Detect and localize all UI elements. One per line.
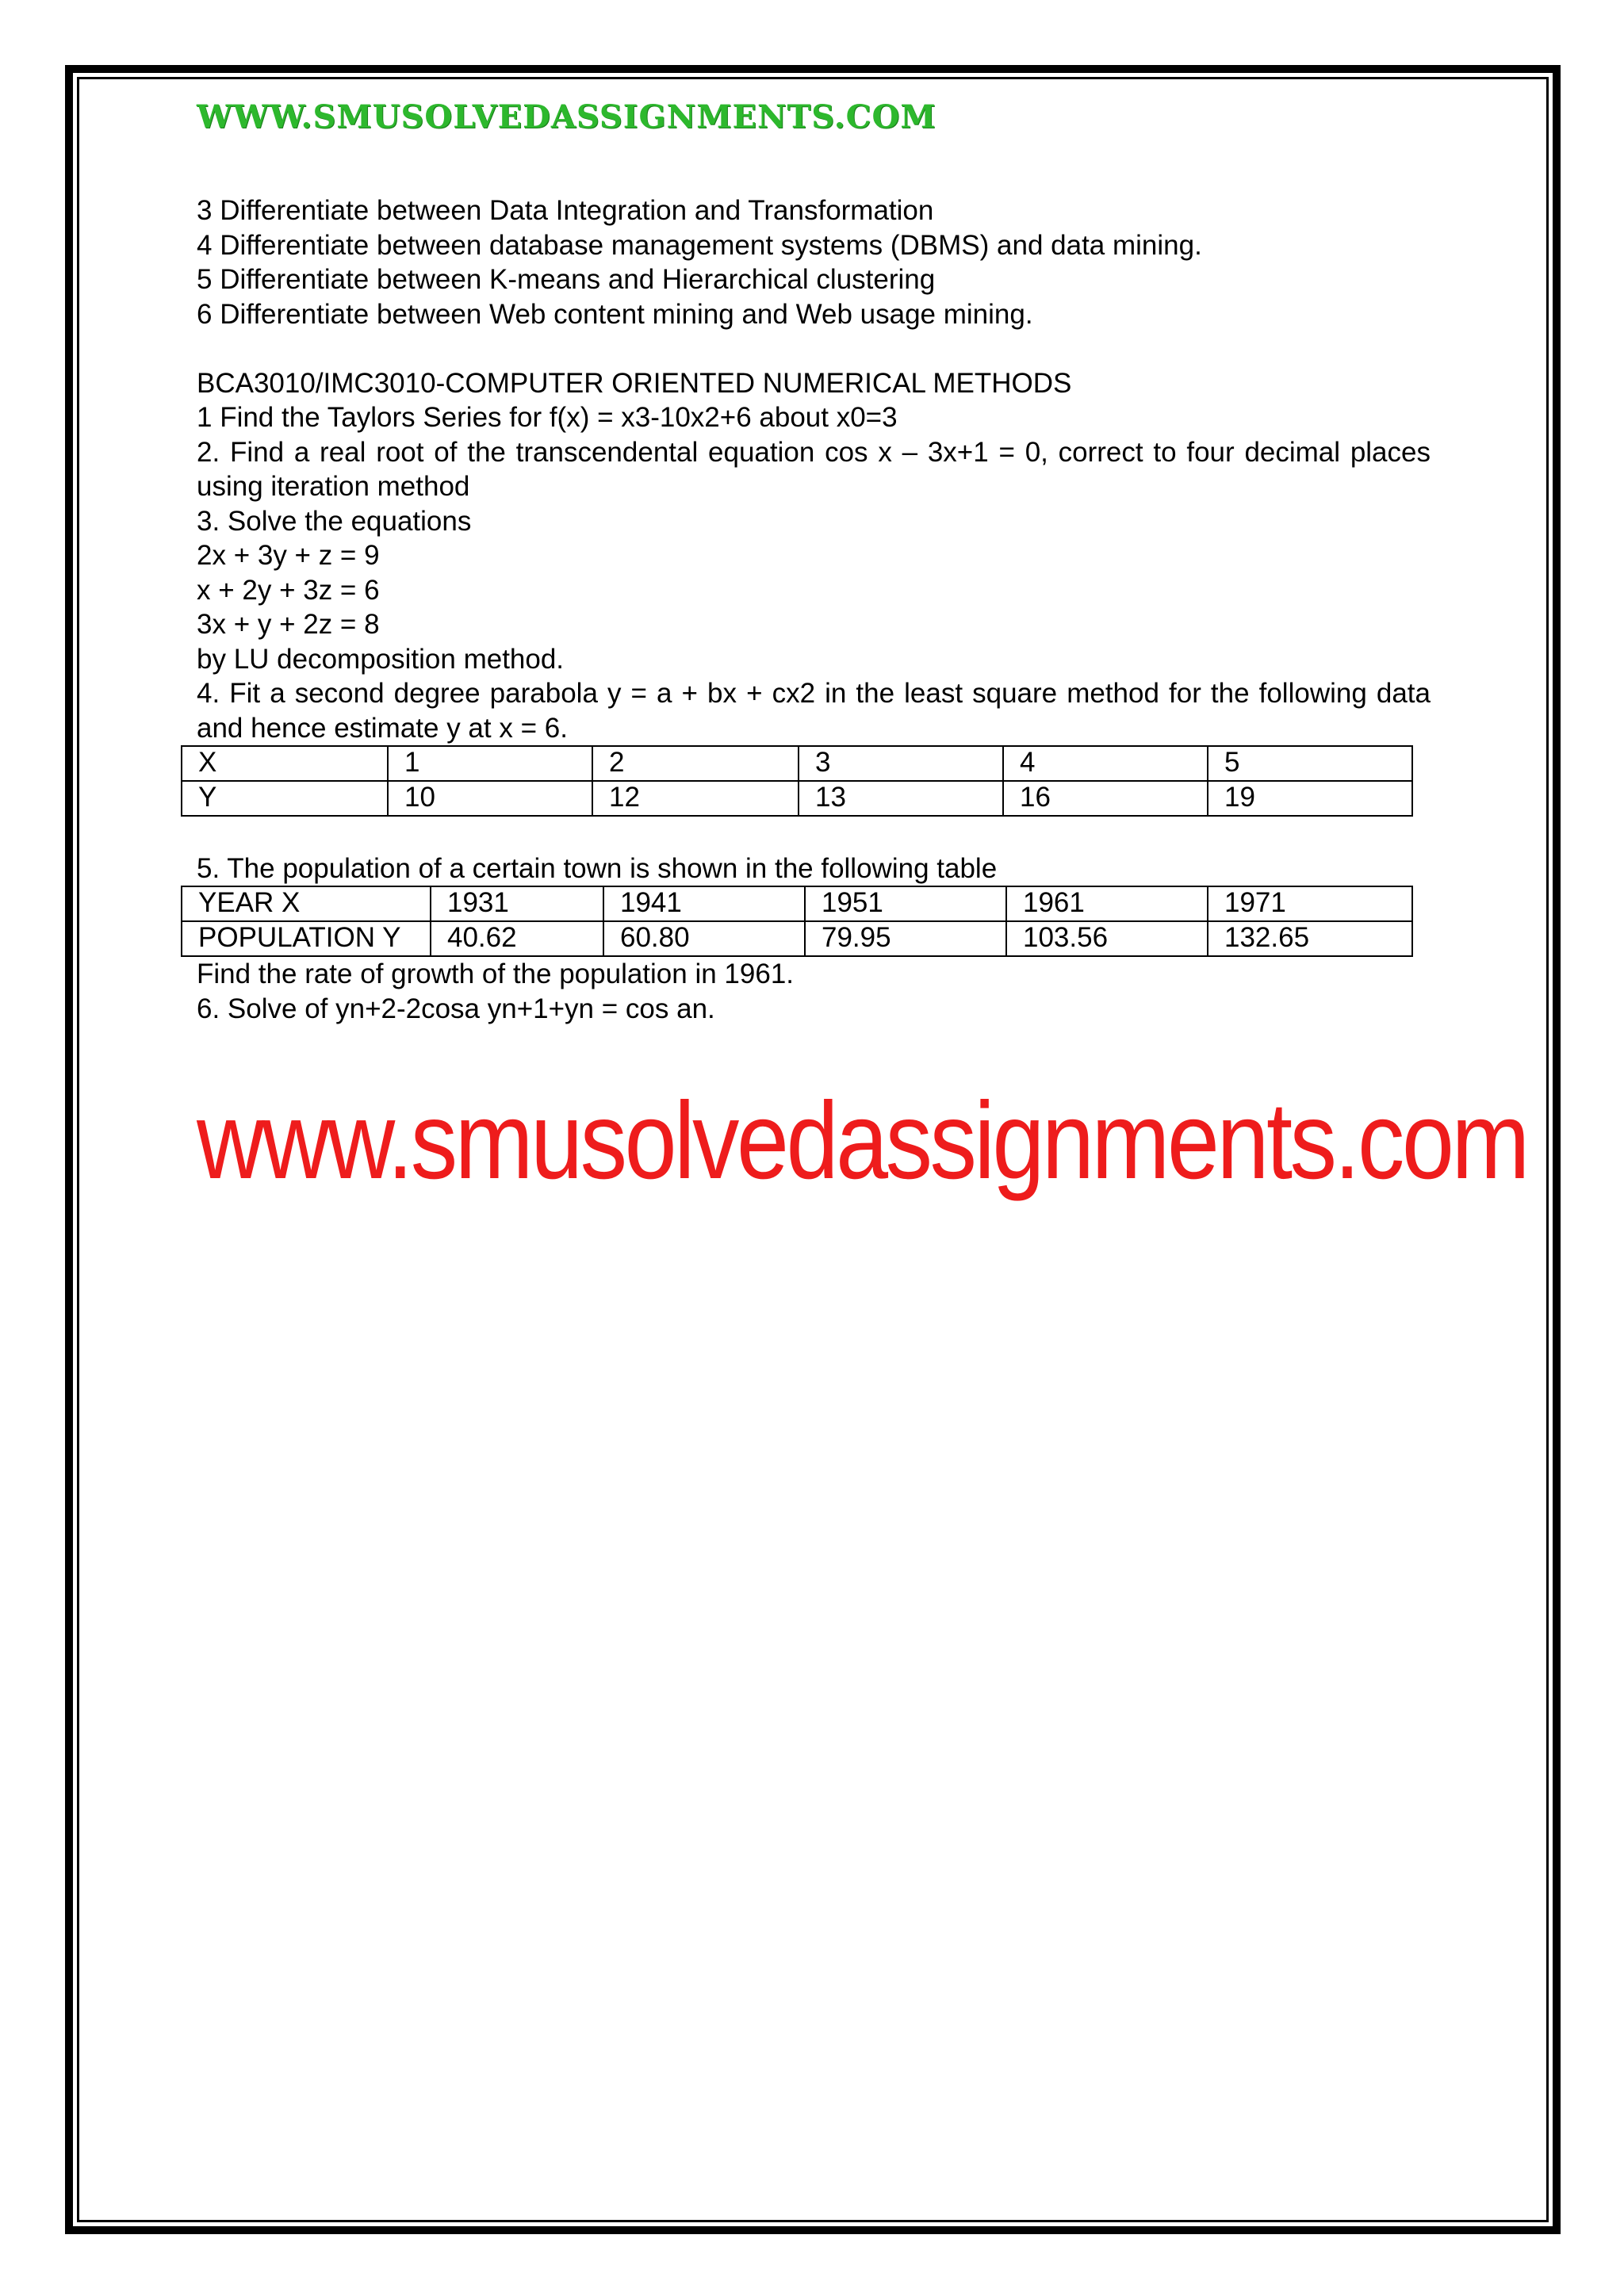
spacer (197, 817, 1431, 851)
question-5: 5. The population of a certain town is shown in the following table (197, 852, 998, 884)
xy-data-table (181, 745, 1413, 817)
table-cell: 13 (799, 781, 1003, 816)
table-cell: 1931 (431, 886, 603, 921)
question-1: 1 Find the Taylors Series for f(x) = x3-10x2+6 about x0=3 (197, 402, 898, 433)
question-prev-4: 4 Differentiate between database management systems (DBMS) and data mining. (197, 229, 1202, 261)
table-cell: 1941 (603, 886, 805, 921)
table-cell: 103.56 (1006, 921, 1208, 956)
table-cell: 16 (1003, 781, 1208, 816)
course-title: BCA3010/IMC3010-COMPUTER ORIENTED NUMERICAL METHODS (197, 367, 1072, 399)
table-cell: 1961 (1006, 886, 1208, 921)
question-3-method: by LU decomposition method. (197, 643, 565, 675)
header-site-link[interactable]: WWW.SMUSOLVEDASSIGNMENTS.COM (197, 98, 936, 136)
question-3-intro: 3. Solve the equations (197, 505, 472, 537)
table-cell: 132.65 (1208, 921, 1412, 956)
table-cell: 3 (799, 746, 1003, 781)
table-cell: 5 (1208, 746, 1412, 781)
question-prev-5: 5 Differentiate between K-means and Hierarchical clustering (197, 264, 936, 295)
table-cell: 12 (592, 781, 799, 816)
question-prev-6: 6 Differentiate between Web content mining and Web usage mining. (197, 298, 1033, 330)
table-cell: 79.95 (805, 921, 1006, 956)
table-cell: 40.62 (431, 921, 603, 956)
table-cell: 4 (1003, 746, 1208, 781)
table-row (182, 781, 1412, 816)
table-cell: 1971 (1208, 886, 1412, 921)
equation-3: 3x + y + 2z = 8 (197, 609, 380, 640)
question-5-followup: Find the rate of growth of the population in 1961. (197, 959, 795, 989)
table-cell: YEAR X (182, 886, 431, 921)
table-row (182, 886, 1412, 921)
question-4: 4. Fit a second degree parabola y = a + bx + cx2 in the least square method for the following data and hence estimate y at x = 6. (197, 678, 1431, 744)
table-cell: POPULATION Y (182, 921, 431, 956)
table-cell: 2 (592, 746, 799, 781)
table-cell: 1951 (805, 886, 1006, 921)
table-row (182, 746, 1412, 781)
question-prev-3: 3 Differentiate between Data Integration and Transformation (197, 195, 934, 226)
table-cell: 1 (388, 746, 592, 781)
equation-1: 2x + 3y + z = 9 (197, 540, 380, 571)
table-cell: 60.80 (603, 921, 805, 956)
document-body (197, 193, 1431, 1026)
table-cell: X (182, 746, 388, 781)
table-cell: Y (182, 781, 388, 816)
site-watermark[interactable]: www.smusolvedassignments.com (197, 1080, 1527, 1202)
equation-2: x + 2y + 3z = 6 (197, 574, 380, 606)
population-table (181, 886, 1413, 957)
table-cell: 19 (1208, 781, 1412, 816)
question-6: 6. Solve of yn+2-2cosa yn+1+yn = cos an. (197, 993, 715, 1024)
question-2: 2. Find a real root of the transcendental equation cos x – 3x+1 = 0, correct to four decimal places using iteration method (197, 436, 1431, 502)
table-cell: 10 (388, 781, 592, 816)
spacer (197, 331, 1431, 366)
table-row (182, 921, 1412, 956)
